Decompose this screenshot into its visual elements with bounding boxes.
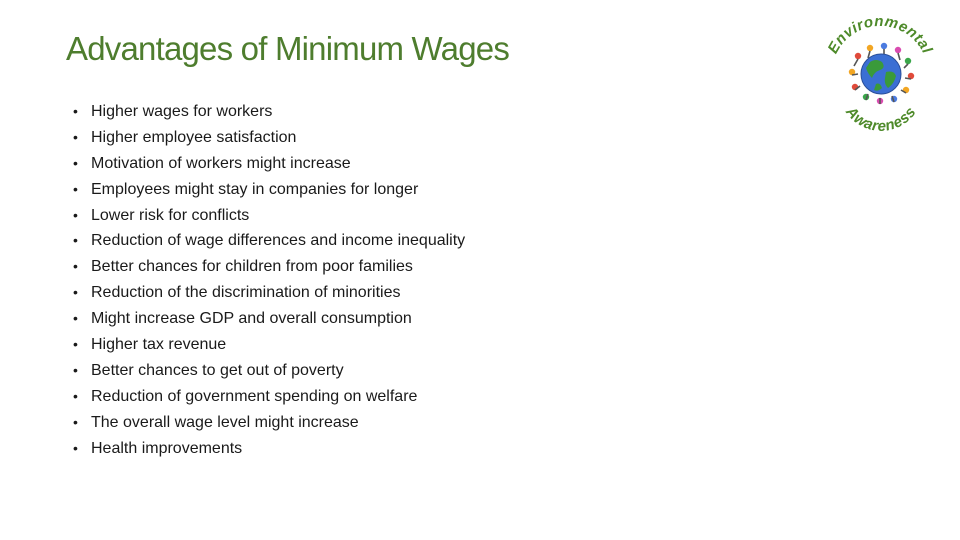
bullet-icon: •: [73, 336, 78, 353]
bullet-icon: •: [73, 128, 78, 145]
logo-top-text: Environmental: [824, 12, 936, 57]
bullet-icon: •: [73, 180, 78, 197]
bullet-text: Higher tax revenue: [91, 336, 227, 354]
bullet-text: Employees might stay in companies for longer: [91, 180, 419, 198]
logo-bottom-text: Awareness: [842, 103, 920, 135]
bullet-icon: •: [73, 439, 78, 456]
bullet-icon: •: [73, 206, 78, 223]
bullet-icon: •: [73, 258, 78, 275]
earth-globe-icon: [861, 54, 901, 94]
bullet-icon: •: [73, 413, 78, 430]
bullet-icon: •: [73, 232, 78, 249]
environmental-awareness-logo: [818, 12, 943, 137]
bullet-text: Higher wages for workers: [91, 103, 273, 120]
bullet-text: Motivation of workers might increase: [91, 154, 351, 172]
bullet-icon: •: [73, 361, 78, 378]
bullet-icon: •: [73, 154, 78, 171]
bullet-icon: •: [73, 103, 78, 119]
bullet-text: Better chances for children from poor families: [91, 258, 413, 276]
bullet-text: Better chances to get out of poverty: [91, 361, 344, 379]
slide-title: Advantages of Minimum Wages: [66, 30, 510, 67]
bullet-icon: •: [73, 387, 78, 404]
bullet-text: Higher employee satisfaction: [91, 128, 297, 146]
bullet-text: Reduction of wage differences and income inequality: [91, 232, 466, 250]
bullet-text: The overall wage level might increase: [91, 413, 359, 431]
bullet-icon: •: [73, 284, 78, 301]
bullet-text: Reduction of government spending on welfare: [91, 387, 418, 405]
logo-graphic: [818, 12, 943, 137]
bullet-text: Lower risk for conflicts: [91, 206, 250, 224]
bullet-text: Reduction of the discrimination of minorities: [91, 284, 401, 302]
bullet-text: Health improvements: [91, 439, 243, 457]
bullet-icon: •: [73, 310, 78, 327]
bullet-text: Might increase GDP and overall consumption: [91, 310, 412, 328]
